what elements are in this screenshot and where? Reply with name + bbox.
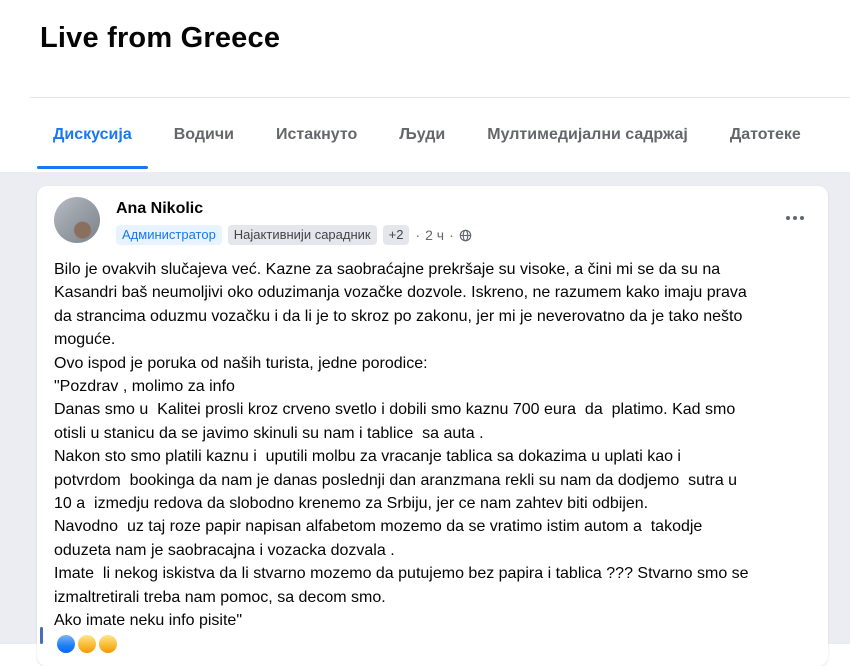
tab-people[interactable]: Људи — [399, 126, 446, 143]
admin-badge: Администратор — [116, 225, 222, 245]
post-text-line: Navodno uz taj roze papir napisan alfabetom mozemo da se vratimo istim autom a takodje — [54, 518, 703, 536]
post-text-line: Nakon sto smo platili kaznu i uputili molbu za vracanje tablica sa dokazima u uplati kao i — [54, 448, 681, 466]
post-head-column — [116, 197, 472, 245]
meta-dot: · — [415, 227, 421, 243]
avatar[interactable] — [54, 197, 100, 243]
post-text-line: Danas smo u Kalitei prosli kroz crveno svetlo i dobili smo kaznu 700 eura da platimo. Kad smo — [54, 401, 736, 419]
post-text-line: Ovo ispod je poruka od naših turista, jedne porodice: — [54, 354, 428, 372]
top-contributor-badge: Најактивнији сарадник — [228, 225, 377, 245]
group-title: Live from Greece — [40, 22, 281, 54]
post-text-line: Bilo je ovakvih slučajeva već. Kazne za saobraćajne prekršaje su visoke, a čini mi se da su na — [54, 261, 721, 278]
post-header — [54, 197, 808, 243]
more-badges-badge[interactable]: +2 — [383, 225, 410, 245]
post-text-line: Imate li nekog iskistva da li stvarno mozemo da putujemo bez papira i tablica ??? Stvarno smo se — [54, 565, 749, 583]
post-text-line: "Pozdrav , molimo za info — [54, 378, 235, 396]
post-body — [54, 258, 808, 633]
post-text-line: otisli u stanicu da se javimo skinuli su nam i tablice sa auta . — [54, 424, 484, 442]
left-edge-blue-bar — [40, 627, 43, 644]
tab-media[interactable]: Мултимедијални садржај — [487, 126, 688, 143]
post-card — [37, 186, 828, 666]
post-text-line: moguće. — [54, 331, 116, 349]
dot-icon — [786, 216, 790, 220]
dot-icon — [800, 216, 804, 220]
post-text-line: oduzeta nam je saobracajna i vozacka dozvala . — [54, 541, 395, 559]
post-text-line: da strancima oduzmu vozačku i da li je to skroz po zakonu, jer mi je neverovatno da je tako nešto — [54, 307, 743, 325]
post-options-button[interactable] — [780, 210, 810, 226]
tab-guides[interactable]: Водичи — [173, 126, 234, 143]
meta-dot: · — [449, 227, 454, 243]
post-text-line: Kasandri baš neumoljivi oko oduzimanja vozačke dozvole. Iskreno, ne razumem kako imaju prava — [54, 284, 747, 302]
post-text-line: potvrdom bookinga da nam je danas poslednji dan aranzmana rekli su nam da dodjemo sutra u — [54, 471, 738, 489]
post-text-line: 10 a izmedju redova da slobodno krenemo za Srbiju, jer ce nam zahtev biti odbijen. — [54, 495, 649, 513]
tab-featured[interactable]: Истакнуто — [275, 126, 358, 143]
badge-row — [116, 225, 472, 245]
post-timestamp[interactable]: 2 ч — [425, 227, 445, 243]
tab-discussion[interactable]: Дискусија — [37, 98, 148, 172]
group-tab-bar — [0, 98, 850, 172]
post-text-line: izmaltretirali treba nam pomoc, sa decom smo. — [54, 588, 386, 606]
author-name[interactable]: Ana Nikolic — [116, 200, 204, 217]
dot-icon — [793, 216, 797, 220]
post-meta — [415, 227, 471, 243]
tab-files[interactable]: Датотеке — [729, 126, 801, 143]
group-header — [0, 0, 850, 97]
globe-public-icon — [459, 229, 472, 242]
post-text-line: Ako imate neku info pisite" — [54, 612, 242, 630]
